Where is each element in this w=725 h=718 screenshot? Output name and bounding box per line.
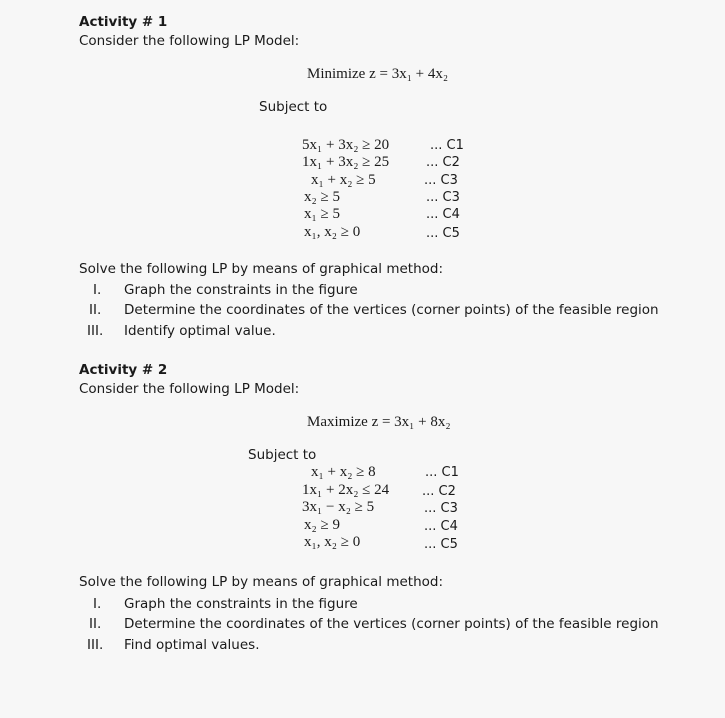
constraint-label: ... C3 — [424, 501, 458, 516]
task-item — [87, 323, 276, 339]
constraint-expr: x₂ ≥ 5 — [304, 189, 340, 205]
activity-2-solve-text: Solve the following LP by means of graphical method: — [79, 574, 443, 590]
constraint-label: ... C4 — [424, 519, 458, 534]
constraint-expr: 5x₁ + 3x₂ ≥ 20 — [302, 137, 390, 153]
activity-1-objective: Minimize z = 3x₁ + 4x₂ — [307, 66, 449, 82]
constraint-expr: x₁ + x₂ ≥ 8 — [311, 464, 376, 480]
constraint-expr: 1x₁ + 2x₂ ≤ 24 — [302, 482, 390, 498]
task-item — [89, 616, 659, 632]
constraint-label: ... C1 — [425, 465, 459, 480]
task-text: Determine the coordinates of the vertices (corner points) of the feasible region — [124, 616, 659, 632]
task-item — [89, 302, 659, 318]
constraint-label: ... C5 — [426, 226, 460, 241]
task-number: III. — [87, 637, 104, 653]
task-text: Find optimal values. — [124, 637, 260, 653]
constraint-label: ... C3 — [426, 190, 460, 205]
constraint-label: ... C3 — [424, 173, 458, 188]
constraint-label: ... C4 — [426, 207, 460, 222]
task-number: I. — [93, 282, 102, 298]
constraint-expr: 3x₁ − x₂ ≥ 5 — [302, 499, 375, 515]
task-item — [87, 637, 260, 653]
constraint-expr: x₁, x₂ ≥ 0 — [304, 534, 361, 550]
task-text: Determine the coordinates of the vertices (corner points) of the feasible region — [124, 302, 659, 318]
constraint-label: ... C2 — [422, 484, 456, 499]
constraint-expr: x₂ ≥ 9 — [304, 517, 340, 533]
constraint-label: ... C2 — [426, 155, 460, 170]
activity-1-subject-to: Subject to — [259, 99, 328, 115]
activity-1-title: Activity # 1 — [79, 14, 168, 30]
task-item — [93, 596, 358, 612]
constraint-expr: x₁ + x₂ ≥ 5 — [311, 172, 376, 188]
task-number: II. — [89, 302, 102, 318]
constraint-label: ... C1 — [430, 138, 464, 153]
activity-2-title: Activity # 2 — [79, 362, 168, 378]
activity-1-intro: Consider the following LP Model: — [79, 33, 300, 49]
constraint-expr: 1x₁ + 3x₂ ≥ 25 — [302, 154, 390, 170]
task-text: Graph the constraints in the figure — [124, 596, 358, 612]
task-number: II. — [89, 616, 102, 632]
constraint-expr: x₁ ≥ 5 — [304, 206, 340, 222]
constraint-expr: x₁, x₂ ≥ 0 — [304, 224, 361, 240]
task-text: Identify optimal value. — [124, 323, 276, 339]
activity-2-subject-to: Subject to — [248, 447, 317, 463]
constraint-label: ... C5 — [424, 537, 458, 552]
task-item — [93, 282, 358, 298]
task-number: I. — [93, 596, 102, 612]
activity-2-objective: Maximize z = 3x₁ + 8x₂ — [307, 414, 451, 430]
task-number: III. — [87, 323, 104, 339]
activity-2-intro: Consider the following LP Model: — [79, 381, 300, 397]
task-text: Graph the constraints in the figure — [124, 282, 358, 298]
activity-1-solve-text: Solve the following LP by means of graphical method: — [79, 261, 443, 277]
